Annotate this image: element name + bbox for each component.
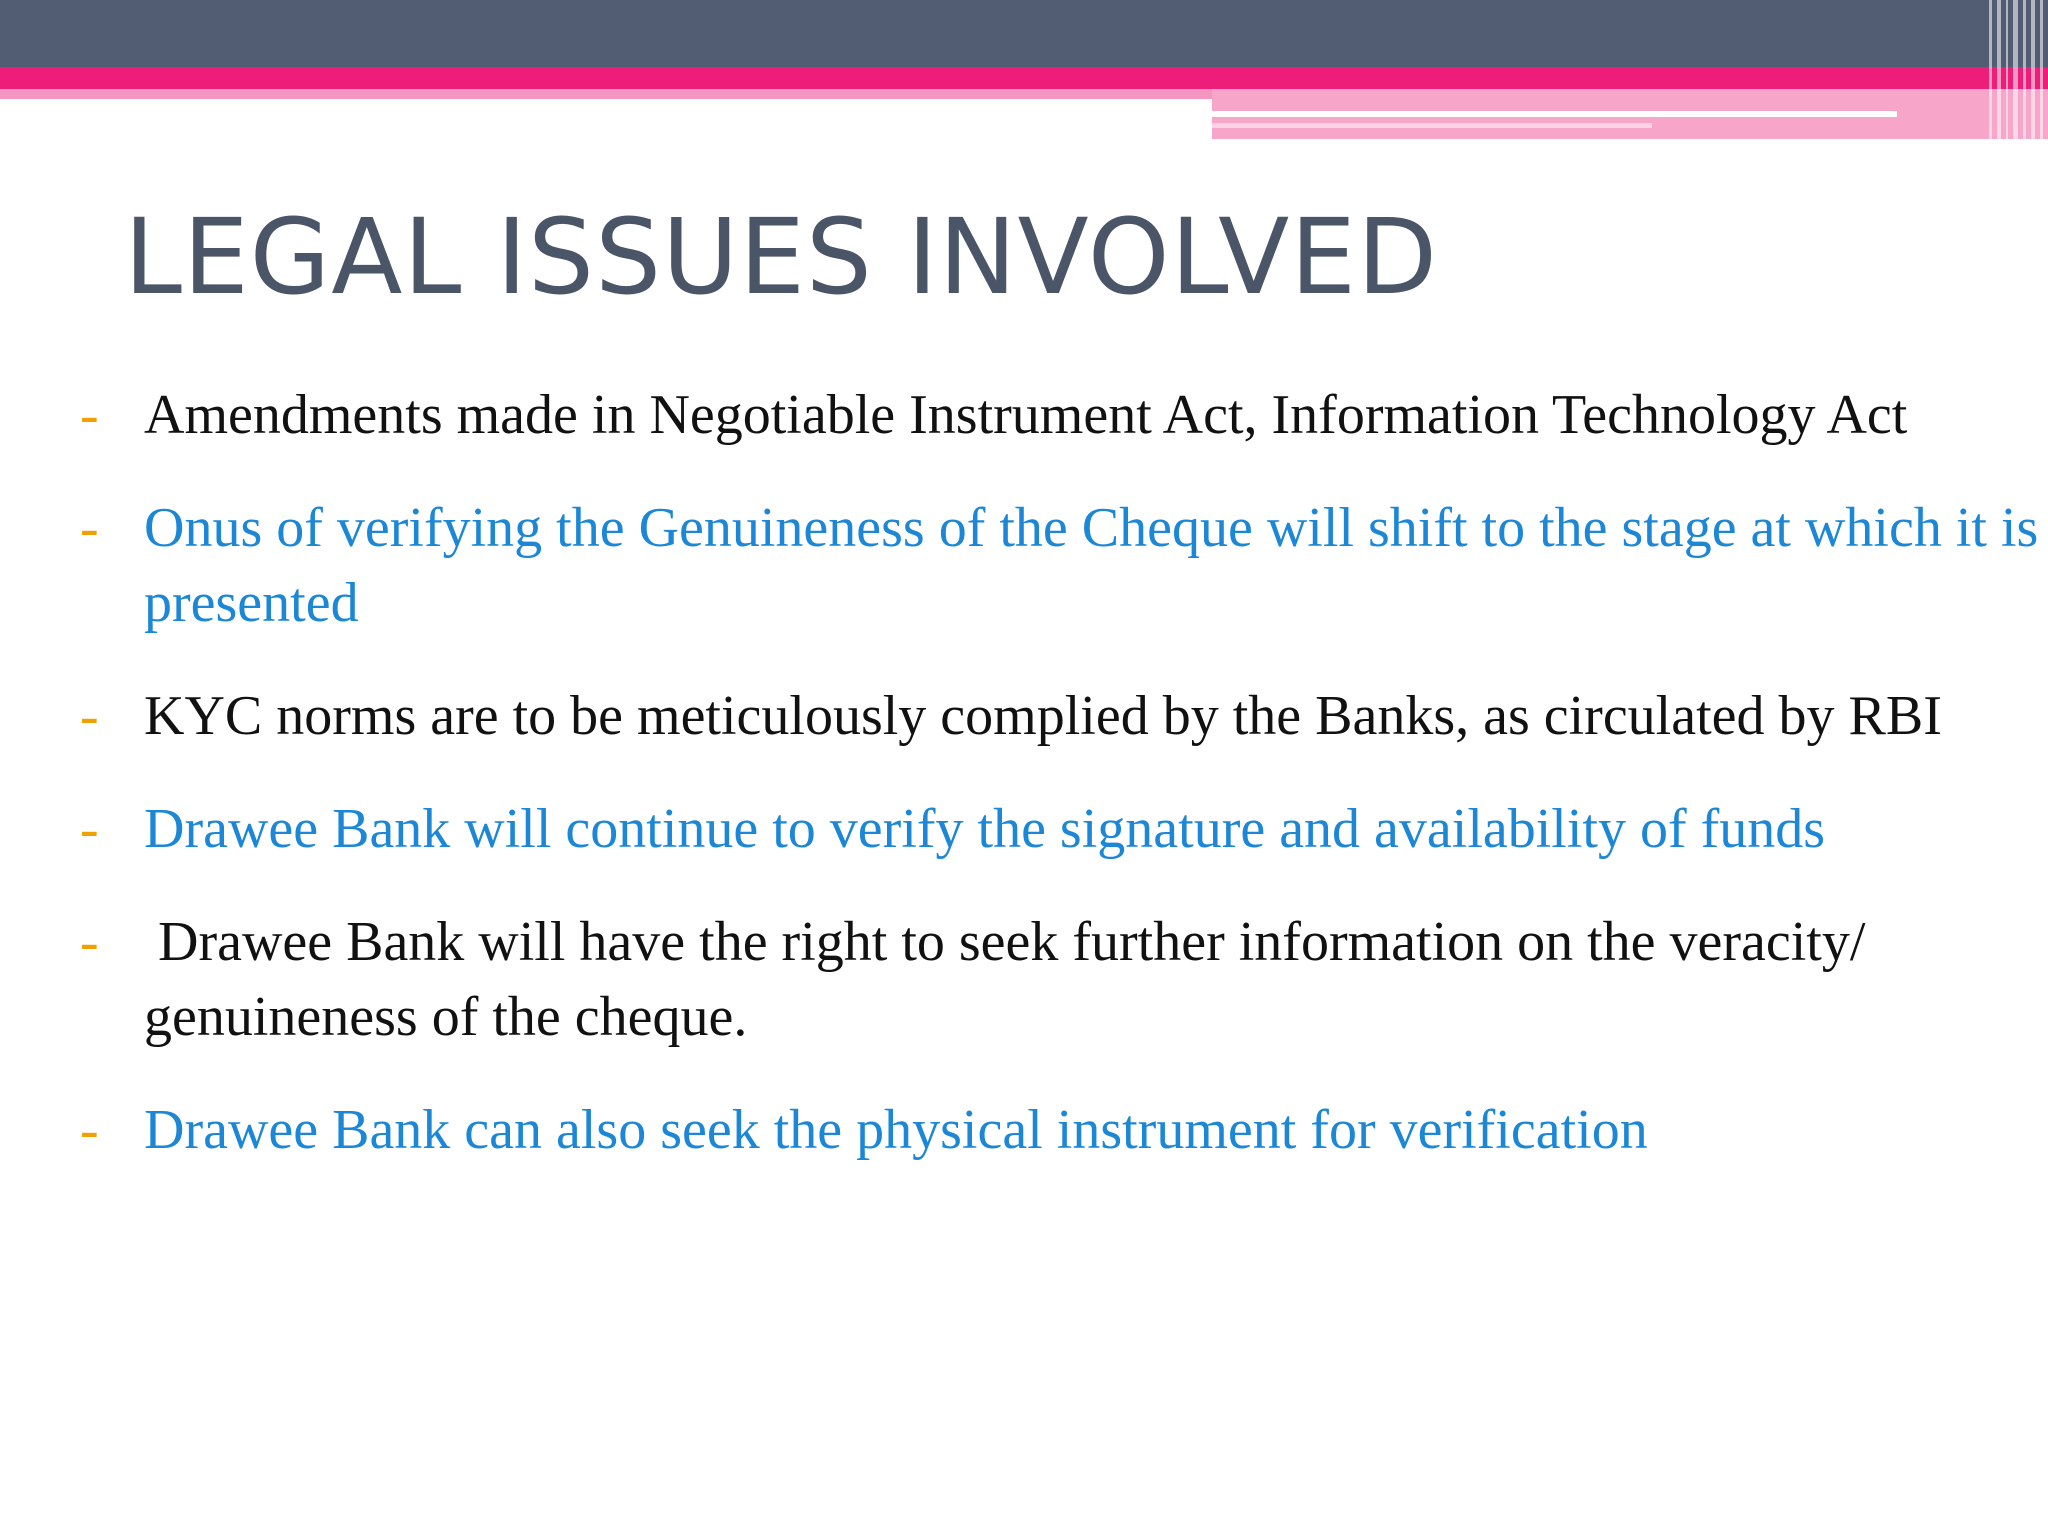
slide-title: LEGAL ISSUES INVOLVED	[124, 196, 1439, 318]
bullet-dash: -	[80, 685, 99, 747]
bullet-dash: -	[80, 911, 99, 973]
bullet-text: Onus of verifying the Genuineness of the Cheque will shift to the stage at which it is presented	[144, 497, 2039, 634]
accent-bar-light	[0, 89, 1212, 99]
bullet-dash: -	[80, 798, 99, 860]
bullet-dash: -	[80, 384, 99, 446]
bullet-text: Drawee Bank will have the right to seek further information on the veracity/ genuineness of the cheque.	[144, 911, 1880, 1048]
bullet-item	[80, 491, 2040, 641]
bullet-item	[80, 905, 2040, 1055]
bullet-dash: -	[80, 497, 99, 559]
bullet-dash: -	[80, 1099, 99, 1161]
bullet-item	[80, 792, 2040, 867]
accent-bar	[0, 67, 2048, 89]
accent-line	[1212, 111, 1897, 117]
accent-line-secondary	[1212, 123, 1652, 128]
bullet-item	[80, 1093, 2040, 1168]
bullet-text: KYC norms are to be meticulously complied by the Banks, as circulated by RBI	[144, 685, 1942, 747]
header-bar	[0, 0, 2048, 67]
bullet-text: Drawee Bank can also seek the physical instrument for verification	[144, 1099, 1648, 1161]
bullet-list	[80, 378, 2040, 1206]
bullet-item	[80, 378, 2040, 453]
bullet-item	[80, 679, 2040, 754]
bullet-text: Drawee Bank will continue to verify the signature and availability of funds	[144, 798, 1826, 860]
bullet-text: Amendments made in Negotiable Instrument Act, Information Technology Act	[144, 384, 1908, 446]
decorative-stripes	[1985, 0, 2048, 139]
